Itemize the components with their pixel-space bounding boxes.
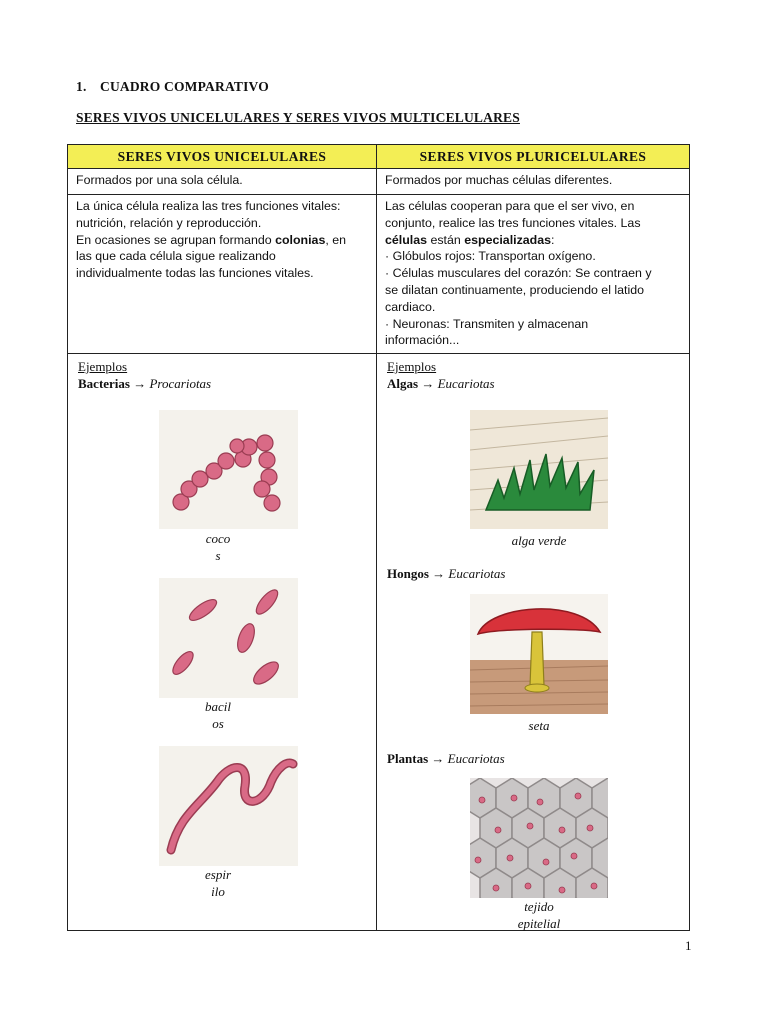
- caption-tejido: [483, 898, 595, 932]
- header-pluricelulares: SERES VIVOS PLURICELULARES: [377, 145, 690, 169]
- caption-cocos-line2: s: [215, 548, 221, 563]
- hongos-line: [387, 565, 505, 582]
- list-item: · Glóbulos rojos: Transportan oxígeno.: [385, 249, 596, 264]
- caption-cocos: [198, 530, 238, 564]
- section-number: 1.: [76, 79, 87, 94]
- alga-drawing: [470, 410, 608, 529]
- caption-espirilo: [198, 866, 238, 900]
- bacterias-line: [78, 375, 366, 392]
- tejido-drawing: [470, 778, 608, 898]
- row2-col2: [377, 195, 690, 354]
- type-eucariotas: Eucariotas: [447, 751, 505, 766]
- row2-col1-bold: colonias: [275, 232, 326, 247]
- arrow-glyph: →: [428, 566, 449, 581]
- row2-col2-colon: :: [551, 232, 555, 247]
- caption-espirilo-line1: espir: [205, 867, 231, 882]
- caption-tejido-line1: tejido: [524, 899, 554, 914]
- row2-col1: [68, 195, 377, 354]
- algas-line: [387, 375, 679, 392]
- caption-seta: seta: [528, 718, 550, 733]
- caption-espirilo-line2: ilo: [211, 884, 225, 899]
- alga-illustration: [470, 410, 608, 529]
- row2-col1-text-a: La única célula realiza las tres funciones vitales: nutrición, relación y reproducción.: [76, 199, 341, 230]
- espirilo-drawing: [159, 746, 298, 866]
- type-procariotas: Procariotas: [149, 376, 212, 391]
- caption-bacilos-line2: os: [212, 716, 224, 731]
- caption-alga: alga verde: [511, 533, 567, 548]
- cocos-drawing: [159, 410, 298, 529]
- arrow-glyph: →: [418, 376, 438, 391]
- row2-col2-text-mid: están: [427, 232, 465, 247]
- examples-right-cell: [377, 354, 690, 931]
- arrow-glyph: →: [129, 376, 150, 391]
- seta-illustration: [470, 594, 608, 714]
- row1-col2: Formados por muchas células diferentes.: [377, 169, 690, 195]
- examples-left-cell: [68, 354, 377, 931]
- bacilos-drawing: [159, 578, 298, 698]
- group-plantas: Plantas: [387, 751, 429, 766]
- examples-label: Ejemplos: [78, 359, 128, 374]
- plantas-line: [387, 750, 505, 767]
- row2-col2-bold-2: especializadas: [464, 232, 552, 247]
- row2-col2-bold-1: células: [385, 232, 428, 247]
- list-item: · Células musculares del corazón: Se contraen y se dilatan continuamente, produciendo el latido cardiaco.: [385, 266, 652, 314]
- bacilos-illustration: [159, 578, 298, 698]
- caption-bacilos-line1: bacil: [205, 699, 231, 714]
- row1-col1: Formados por una sola célula.: [68, 169, 377, 195]
- section-title: CUADRO COMPARATIVO: [100, 79, 269, 94]
- row2-col2-text-a: Las células cooperan para que el ser vivo, en conjunto, realice las tres funciones vitales. Las: [385, 199, 641, 230]
- tejido-illustration: [470, 778, 608, 898]
- espirilo-illustration: [159, 746, 298, 866]
- type-eucariotas: Eucariotas: [437, 376, 495, 391]
- section-heading: [76, 79, 269, 95]
- cocos-illustration: [159, 410, 298, 529]
- examples-label: Ejemplos: [387, 359, 437, 374]
- row2-col1-text-c: , en las que cada célula sigue realizando individualmente todas las funciones vitales.: [76, 232, 347, 281]
- arrow-glyph: →: [428, 751, 448, 766]
- list-item: · Neuronas: Transmiten y almacenan información...: [385, 316, 589, 348]
- type-eucariotas: Eucariotas: [448, 566, 506, 581]
- document-subtitle: SERES VIVOS UNICELULARES Y SERES VIVOS MULTICELULARES: [76, 110, 520, 125]
- seta-drawing: [470, 594, 608, 714]
- comparison-table: [67, 144, 690, 931]
- header-unicelulares: SERES VIVOS UNICELULARES: [68, 145, 377, 169]
- caption-tejido-line2: epitelial: [517, 916, 561, 931]
- row2-col1-text-b: En ocasiones se agrupan formando: [76, 232, 276, 247]
- caption-cocos-line1: coco: [205, 531, 231, 546]
- group-hongos: Hongos: [387, 566, 429, 581]
- page-number: 1: [685, 938, 692, 953]
- group-algas: Algas: [387, 376, 419, 391]
- caption-bacilos: [198, 698, 238, 732]
- group-bacterias: Bacterias: [78, 376, 130, 391]
